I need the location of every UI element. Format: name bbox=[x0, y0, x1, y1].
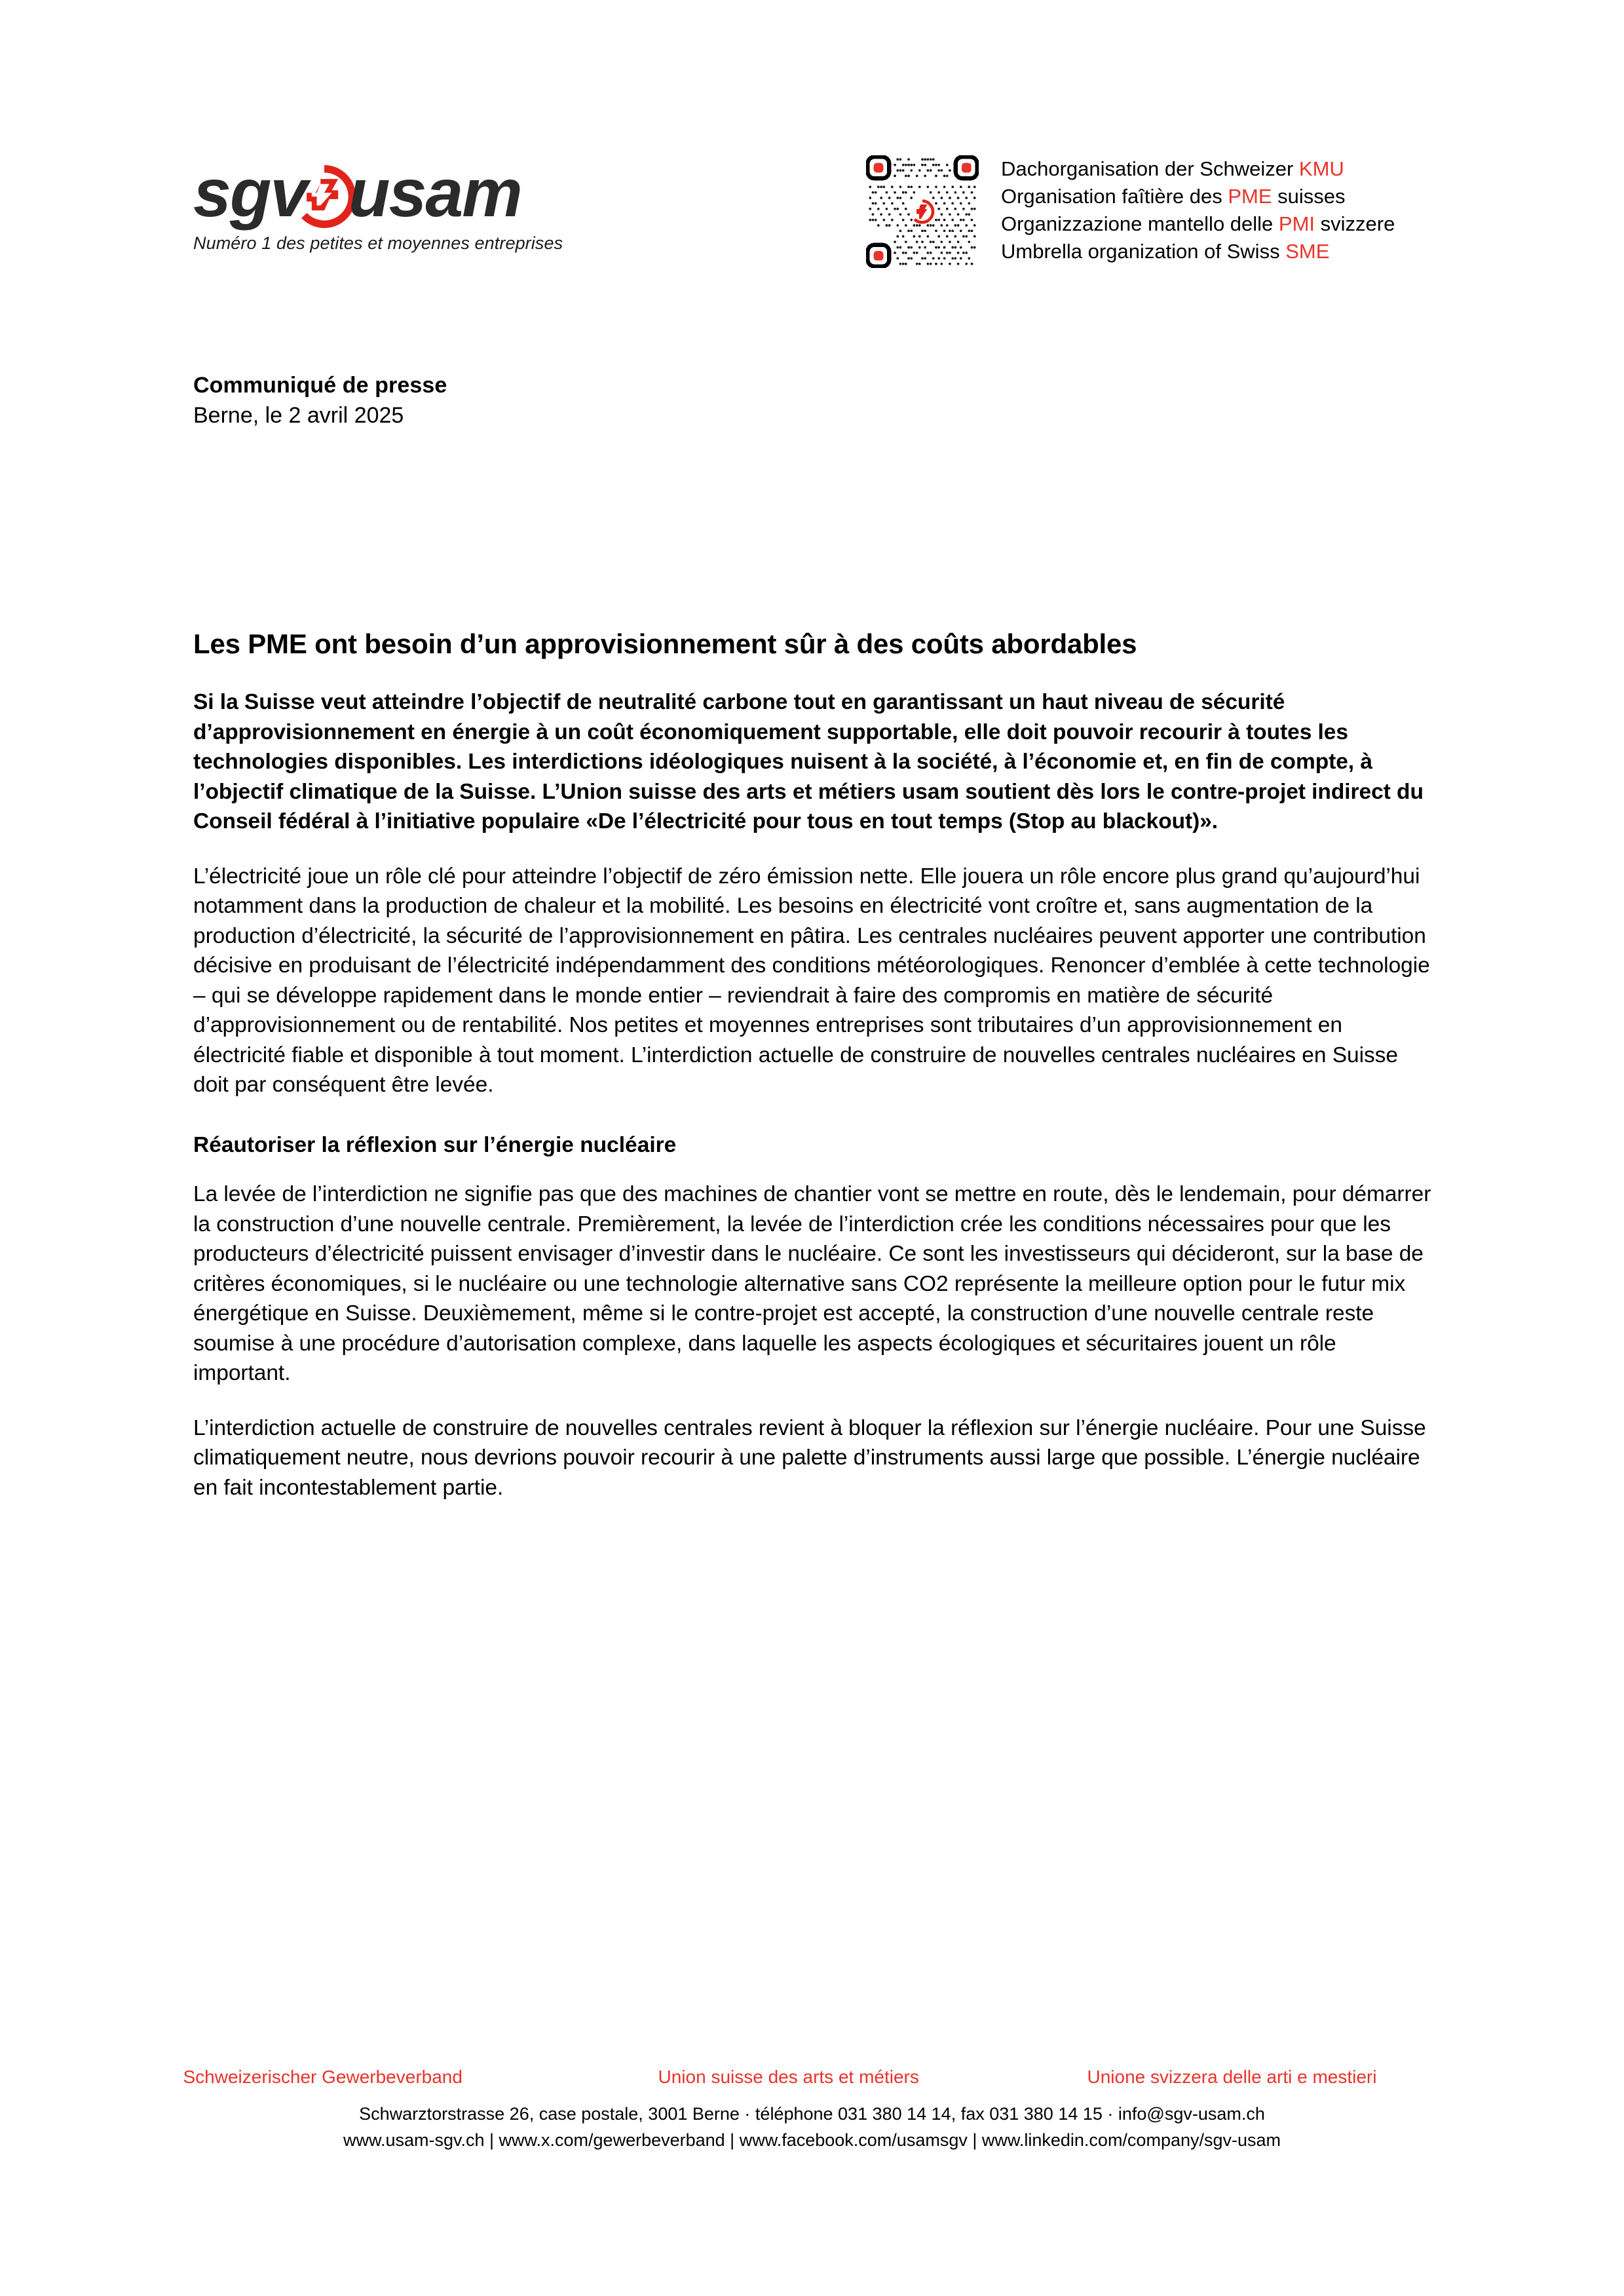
footer-links[interactable]: www.usam-sgv.ch | www.x.com/gewerbeverband | www.facebook.com/usamsgv | www.linkedin.com/company/sgv-usam bbox=[343, 2130, 1281, 2150]
org-line-de bbox=[1001, 155, 1395, 183]
org-line-it-prefix: Organizzazione mantello delle bbox=[1001, 212, 1279, 235]
org-line-it-suffix: svizzere bbox=[1315, 212, 1395, 235]
document-header bbox=[0, 141, 1624, 278]
body-paragraph-1: L’électricité joue un rôle clé pour atteindre l’objectif de zéro émission nette. Elle jouera un rôle encore plus grand qu’aujourd’hui notamment dans la production de chaleur et la mobilité. Les besoins en électricité vont croître et, sans augmentation de la production d’électricité, la sécurité de l’approvisionnement en pâtira. Les centrales nucléaires peuvent apporter une contribution décisive en produisant de l’électricité indépendamment des conditions météorologiques. Renoncer d’emblée à cette technologie – qui se développe rapidement dans le monde entier – reviendrait à faire des compromis en matière de sécurité d’approvisionnement ou de rentabilité. Nos petites et moyennes entreprises sont tributaires d’un approvisionnement en électricité fiable et disponible à tout moment. L’interdiction actuelle de construire de nouvelles centrales nucléaires en Suisse doit par conséquent être levée. bbox=[193, 864, 1430, 1097]
body-paragraph-3: L’interdiction actuelle de construire de nouvelles centrales revient à bloquer la réflexion sur l’énergie nucléaire. Pour une Suisse climatiquement neutre, nous devrions pouvoir recourir à une palette d’instruments aussi large que possible. L’énergie nucléaire en fait incontestablement partie. bbox=[193, 1415, 1426, 1500]
org-line-fr-suffix: suisses bbox=[1272, 185, 1346, 208]
org-line-en-highlight: SME bbox=[1285, 240, 1330, 263]
qr-code-icon[interactable] bbox=[866, 155, 979, 268]
org-line-de-prefix: Dachorganisation der Schweizer bbox=[1001, 157, 1299, 180]
org-line-en bbox=[1001, 238, 1395, 265]
logo-tagline: Numéro 1 des petites et moyennes entreprises bbox=[193, 233, 563, 253]
footer-org-it: Unione svizzera delle arti e mestieri bbox=[1087, 2067, 1377, 2087]
footer-address: Schwarztorstrasse 26, case postale, 3001 Berne · téléphone 031 380 14 14, fax 031 380 14 15 · info@sgv-usam.ch bbox=[359, 2104, 1265, 2124]
sgv-usam-logo bbox=[193, 157, 599, 254]
footer-org-de: Schweizerischer Gewerbeverband bbox=[183, 2067, 463, 2087]
logo-wordmark bbox=[193, 157, 560, 229]
logo-text-usam: usam bbox=[349, 155, 521, 231]
lead-paragraph: Si la Suisse veut atteindre l’objectif de neutralité carbone tout en garantissant un haut niveau de sécurité d’approvisionnement en énergie à un coût économiquement supportable, elle doit pouvoir recourir à toutes les technologies disponibles. Les interdictions idéologiques nuisent à la société, à l’économie et, en fin de compte, à l’objectif climatique de la Suisse. L’Union suisse des arts et métiers usam soutient dès lors le contre-projet indirect du Conseil fédéral à l’initiative populaire «De l’électricité pour tous en tout temps (Stop au blackout)». bbox=[193, 690, 1424, 833]
document-body bbox=[193, 370, 1431, 1525]
footer-org-fr: Union suisse des arts et métiers bbox=[658, 2067, 919, 2087]
org-line-de-highlight: KMU bbox=[1298, 157, 1344, 180]
org-line-it-highlight: PMI bbox=[1278, 212, 1315, 235]
organization-languages bbox=[1001, 155, 1395, 265]
org-line-it bbox=[1001, 210, 1395, 238]
document-type: Communiqué de presse bbox=[193, 373, 447, 398]
sgv-usam-emblem-icon bbox=[293, 165, 356, 228]
document-footer bbox=[0, 2064, 1624, 2153]
page-title: Les PME ont besoin d’un approvisionnement sûr à des coûts abordables bbox=[193, 628, 1137, 659]
footer-organization-names bbox=[183, 2064, 1441, 2090]
org-line-fr-highlight: PME bbox=[1228, 185, 1272, 208]
org-line-fr bbox=[1001, 183, 1395, 210]
org-line-fr-prefix: Organisation faîtière des bbox=[1001, 185, 1228, 208]
section-subheading: Réautoriser la réflexion sur l’énergie nucléaire bbox=[193, 1132, 677, 1157]
logo-text-sgv: sgv bbox=[193, 155, 307, 231]
body-paragraph-2: La levée de l’interdiction ne signifie pas que des machines de chantier vont se mettre en route, dès le lendemain, pour démarrer la construction d’une nouvelle centrale. Premièrement, la levée de l’interdiction crée les conditions nécessaires pour que les producteurs d’électricité puissent envisager d’investir dans le nucléaire. Ce sont les investisseurs qui décideront, sur la base de critères économiques, si le nucléaire ou une technologie alternative sans CO2 représente la meilleure option pour le futur mix énergétique en Suisse. Deuxièmement, même si le contre-projet est accepté, la construction d’une nouvelle centrale reste soumise à une procédure d’autorisation complexe, dans laquelle les aspects écologiques et sécuritaires jouent un rôle important. bbox=[193, 1182, 1431, 1385]
org-line-en-prefix: Umbrella organization of Swiss bbox=[1001, 240, 1286, 263]
place-and-date: Berne, le 2 avril 2025 bbox=[193, 403, 404, 428]
